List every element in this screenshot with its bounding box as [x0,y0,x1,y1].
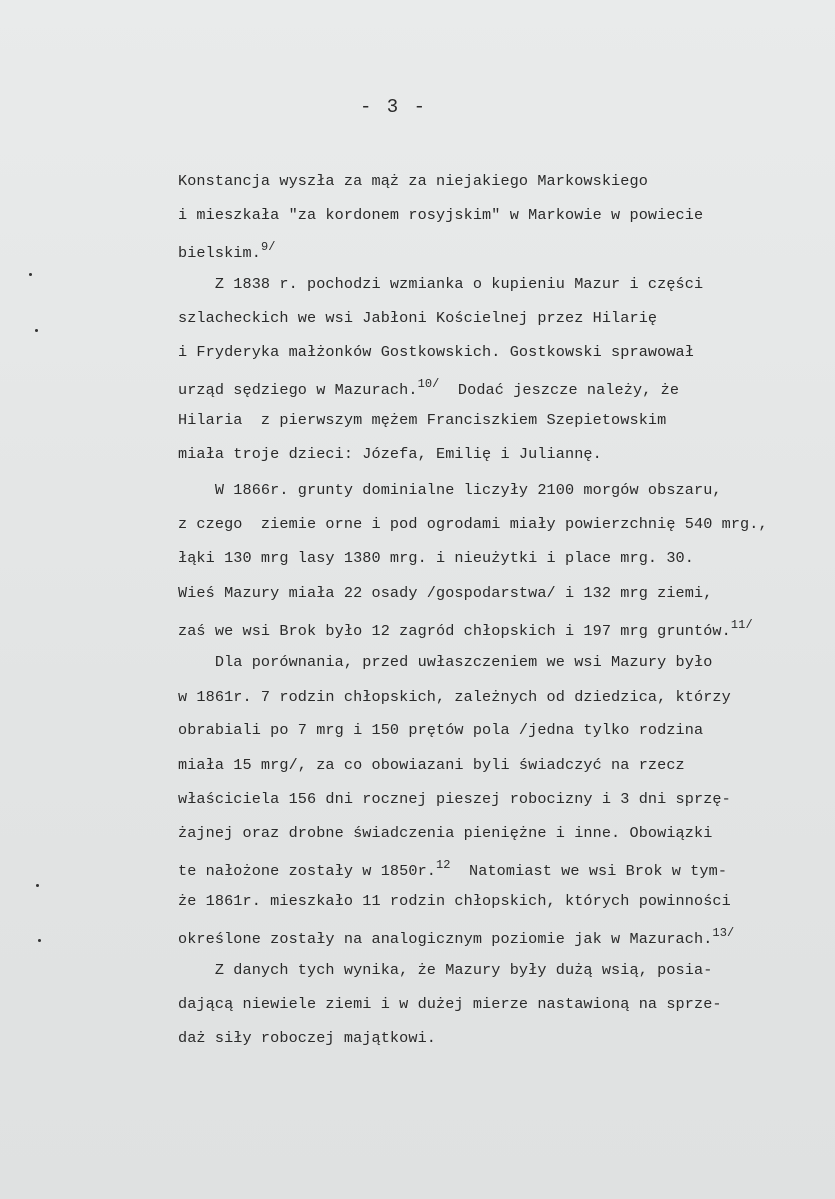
line-text: dającą niewiele ziemi i w dużej mierze nastawioną na sprze- [178,995,722,1013]
line-text: zaś we wsi Brok było 12 zagród chłopskich i 197 mrg gruntów. [178,622,731,640]
text-line [178,240,276,262]
text-line [178,688,731,706]
text-line [178,275,703,293]
footnote-marker: 12 [436,858,451,872]
text-line [178,377,679,399]
text-line [178,1029,436,1047]
line-text: szlacheckich we wsi Jabłoni Kościelnej przez Hilarię [178,309,658,327]
text-line [178,926,734,948]
line-text: Wieś Mazury miała 22 osady /gospodarstwa/ i 132 mrg ziemi, [178,584,713,602]
footnote-marker: 10/ [417,377,440,391]
text-line [178,549,694,567]
text-line [178,206,703,224]
text-line [178,756,685,774]
text-line [178,445,602,463]
line-text: i Fryderyka małżonków Gostkowskich. Gostkowski sprawował [178,343,694,361]
line-text-continuation: Natomiast we wsi Brok w tym- [450,862,728,880]
line-text: żajnej oraz drobne świadczenia pieniężne i inne. Obowiązki [178,824,713,842]
text-line [178,653,712,671]
text-line [178,961,712,979]
line-text: w 1861r. 7 rodzin chłopskich, zależnych od dziedzica, którzy [178,688,731,706]
line-text: właściciela 156 dni rocznej pieszej robocizny i 3 dni sprzę- [178,790,731,808]
text-line [178,618,753,640]
text-line [178,172,648,190]
footnote-marker: 13/ [712,926,735,940]
text-line [178,515,768,533]
text-line [178,858,727,880]
line-text: że 1861r. mieszkało 11 rodzin chłopskich, których powinności [178,892,731,910]
text-line [178,995,722,1013]
line-text: miała 15 mrg/, za co obowiazani byli świadczyć na rzecz [178,756,685,774]
line-text: Z danych tych wynika, że Mazury były dużą wsią, posia- [178,961,713,979]
text-line [178,481,722,499]
line-text: W 1866r. grunty dominialne liczyły 2100 morgów obszaru, [178,481,722,499]
line-text: łąki 130 mrg lasy 1380 mrg. i nieużytki i place mrg. 30. [178,549,694,567]
line-text: bielskim. [178,244,261,262]
margin-mark [36,884,39,887]
line-text: i mieszkała "za kordonem rosyjskim" w Markowie w powiecie [178,206,704,224]
line-text: te nałożone zostały w 1850r. [178,862,436,880]
text-line [178,721,703,739]
line-text: określone zostały na analogicznym poziomie jak w Mazurach. [178,930,713,948]
text-line [178,824,712,842]
line-text: Hilaria z pierwszym mężem Franciszkiem Szepietowskim [178,411,667,429]
line-text: Z 1838 r. pochodzi wzmianka o kupieniu Mazur i części [178,275,704,293]
margin-mark [29,273,32,276]
text-line [178,584,712,602]
text-line [178,343,694,361]
line-text: Dla porównania, przed uwłaszczeniem we wsi Mazury było [178,653,713,671]
line-text: Konstancja wyszła za mąż za niejakiego Markowskiego [178,172,648,190]
text-line [178,309,657,327]
text-line [178,411,666,429]
footnote-marker: 9/ [260,240,276,254]
line-text: urząd sędziego w Mazurach. [178,381,418,399]
page-number: - 3 - [360,96,428,118]
margin-mark [35,329,38,332]
line-text: obrabiali po 7 mrg i 150 prętów pola /jedna tylko rodzina [178,721,704,739]
margin-mark [38,939,41,942]
line-text: z czego ziemie orne i pod ogrodami miały powierzchnię 540 mrg., [178,515,768,533]
footnote-marker: 11/ [730,618,753,632]
text-line [178,790,731,808]
line-text-continuation: Dodać jeszcze należy, że [439,381,680,399]
line-text: miała troje dzieci: Józefa, Emilię i Juliannę. [178,445,602,463]
line-text: daż siły roboczej majątkowi. [178,1029,436,1047]
text-line [178,892,731,910]
